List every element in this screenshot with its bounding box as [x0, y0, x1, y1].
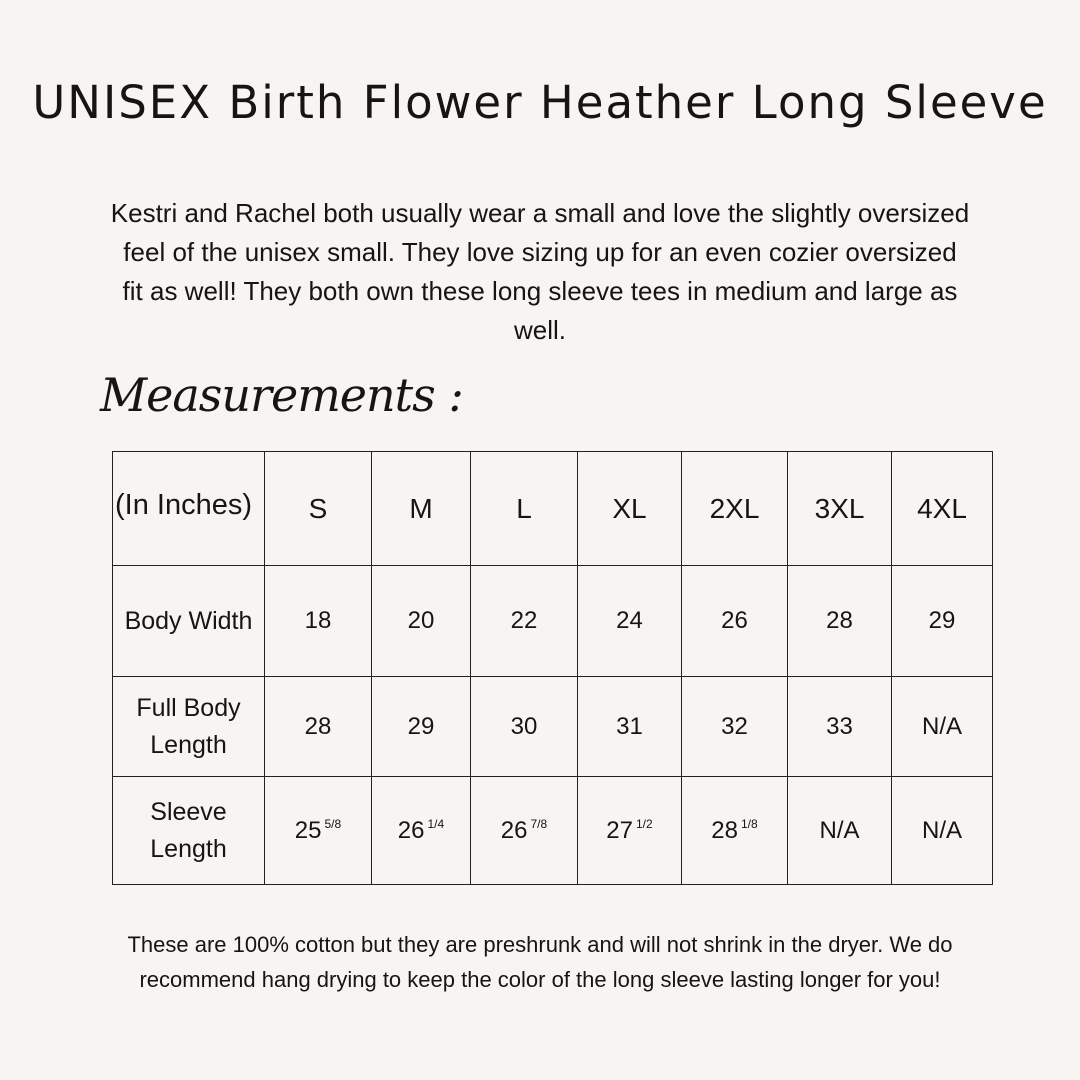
table-cell: 32: [682, 677, 788, 777]
size-header-l: L: [471, 452, 578, 566]
table-cell: N/A: [892, 677, 993, 777]
size-header-s: S: [265, 452, 372, 566]
table-cell: 31: [578, 677, 682, 777]
size-header-m: M: [372, 452, 471, 566]
table-cell: [682, 777, 788, 885]
table-cell: 29: [892, 566, 993, 677]
table-cell: 28: [788, 566, 892, 677]
size-header-4xl: 4XL: [892, 452, 993, 566]
size-chart-table: [112, 451, 993, 885]
table-cell: 22: [471, 566, 578, 677]
full-body-length-row: [113, 677, 993, 777]
fraction: 7/8: [530, 816, 548, 831]
table-cell: [788, 777, 892, 885]
units-label: (In Inches): [113, 452, 265, 566]
size-header-3xl: 3XL: [788, 452, 892, 566]
row-label-body-width: Body Width: [113, 566, 265, 677]
body-width-row: [113, 566, 993, 677]
page-title: UNISEX Birth Flower Heather Long Sleeve: [32, 76, 1048, 129]
measurements-heading: Measurements :: [100, 368, 463, 422]
table-cell: 29: [372, 677, 471, 777]
size-header-row: [113, 452, 993, 566]
table-cell: 20: [372, 566, 471, 677]
whole-number: 26: [397, 816, 425, 844]
whole-number: 26: [500, 816, 528, 844]
whole-number: 28: [711, 816, 738, 844]
whole-number: N/A: [921, 816, 962, 844]
fraction: 1/8: [741, 816, 758, 831]
table-cell: [578, 777, 682, 885]
table-cell: [892, 777, 993, 885]
table-cell: 30: [471, 677, 578, 777]
row-label-full-body-length: Full Body Length: [113, 677, 265, 777]
fraction: 5/8: [324, 816, 342, 831]
table-cell: 28: [265, 677, 372, 777]
row-label-sleeve-length: Sleeve Length: [113, 777, 265, 885]
fraction: 1/4: [427, 816, 445, 831]
size-header-2xl: 2XL: [682, 452, 788, 566]
table-cell: 18: [265, 566, 372, 677]
table-cell: 26: [682, 566, 788, 677]
whole-number: 27: [606, 816, 633, 844]
fraction: 1/2: [636, 816, 653, 831]
size-header-xl: XL: [578, 452, 682, 566]
table-cell: [471, 777, 578, 885]
table-cell: [372, 777, 471, 885]
table-cell: [265, 777, 372, 885]
whole-number: 25: [294, 816, 322, 844]
care-note: These are 100% cotton but they are preshrunk and will not shrink in the dryer. We do recommend hang drying to keep the color of the long sleeve lasting longer for you!: [127, 932, 953, 992]
table-cell: 24: [578, 566, 682, 677]
whole-number: N/A: [819, 816, 860, 844]
table-cell: 33: [788, 677, 892, 777]
sleeve-length-row: [113, 777, 993, 885]
intro-paragraph: Kestri and Rachel both usually wear a small and love the slightly oversized feel of the unisex small. They love sizing up for an even cozier oversized fit as well! They both own these long sleeve tees in medium and large as well.: [110, 198, 970, 345]
